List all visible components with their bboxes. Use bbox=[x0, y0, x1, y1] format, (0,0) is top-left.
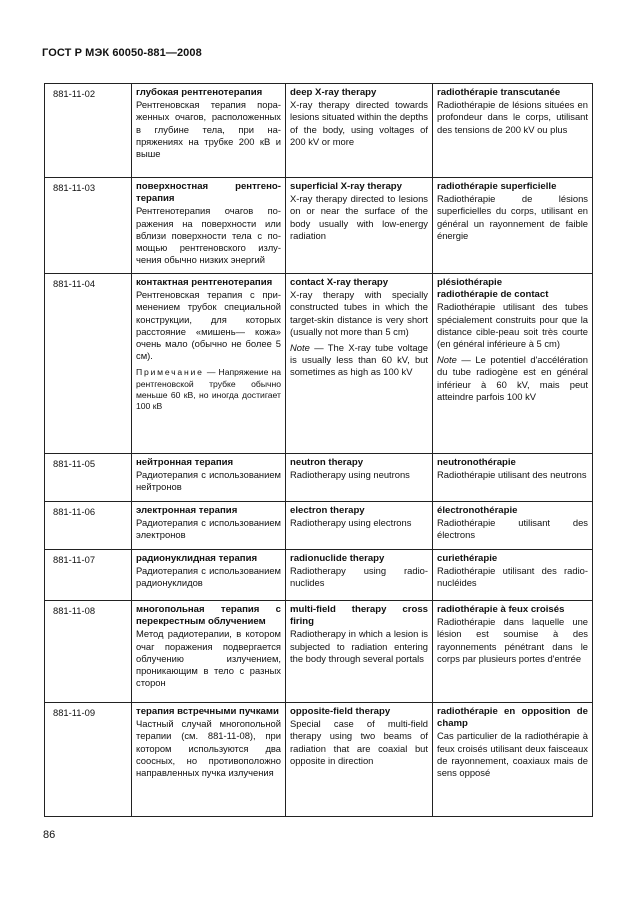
english-cell bbox=[286, 550, 433, 601]
french-note bbox=[437, 354, 588, 403]
english-definition: X-ray therapy with specially constructed tubes in which the target-skin distance is very short (usually not more than 5 cm) bbox=[290, 289, 428, 337]
french-definition: Radiothérapie utilisant des électrons bbox=[437, 517, 588, 541]
french-cell bbox=[433, 178, 593, 274]
english-note bbox=[290, 342, 428, 379]
english-term: opposite-field therapy bbox=[290, 706, 391, 717]
english-cell bbox=[286, 454, 433, 502]
term-code: 881-11-05 bbox=[45, 454, 132, 502]
document-header: ГОСТ Р МЭК 60050-881—2008 bbox=[42, 47, 202, 59]
table-row bbox=[45, 502, 593, 550]
term-code: 881-11-06 bbox=[45, 502, 132, 550]
french-definition: Radiothérapie utilisant des neutrons bbox=[437, 469, 587, 481]
russian-definition: Радиотерапия с использованием нейтронов bbox=[136, 469, 281, 493]
russian-term: глубокая рентгенотерапия bbox=[136, 87, 263, 98]
term-code: 881-11-02 bbox=[45, 84, 132, 178]
russian-term: электронная терапия bbox=[136, 505, 238, 516]
french-cell bbox=[433, 502, 593, 550]
table-row bbox=[45, 178, 593, 274]
english-definition: Radiotherapy in which a lesion is subjected to radiation entering the body through several portals bbox=[290, 628, 428, 664]
english-term: deep X-ray therapy bbox=[290, 87, 377, 98]
french-term-alt: radiothérapie de contact bbox=[437, 289, 549, 301]
terms-table bbox=[44, 83, 593, 817]
table-row bbox=[45, 703, 593, 817]
french-definition: Cas particulier de la radiothérapie à feux croisés utilisant deux faisceaux de rayonnement, coaxiaux mais de sens opposé bbox=[437, 730, 588, 779]
english-cell bbox=[286, 274, 433, 454]
term-code: 881-11-08 bbox=[45, 601, 132, 703]
table-row bbox=[45, 84, 593, 178]
french-cell bbox=[433, 601, 593, 703]
table-row bbox=[45, 274, 593, 454]
french-definition: Radiothérapie utilisant des tubes spécialement construits pour que la distance cible-peau soit très courte (en général inférieure à 5 cm) bbox=[437, 301, 588, 350]
english-term: superficial X-ray therapy bbox=[290, 181, 402, 192]
russian-definition: Рентгеновская терапия с применением трубок специальной конструкции, для которых расстояние «мишень— кожа» очень мало (обычно не более 5 см). bbox=[136, 289, 281, 362]
table-row bbox=[45, 601, 593, 703]
french-term: électronothérapie bbox=[437, 505, 518, 516]
english-term: neutron therapy bbox=[290, 457, 364, 468]
french-cell bbox=[433, 84, 593, 178]
english-definition: X-ray therapy directed towards lesions situated within the depths of the body, using voltages of 200 kV or more bbox=[290, 99, 428, 147]
russian-definition: Рентгенотерапия очагов поражения на поверхности или вблизи поверхности тела с помощью рентгеновского излучения обычно низких энергий bbox=[136, 205, 281, 266]
english-cell bbox=[286, 178, 433, 274]
english-note-text: — The X-ray tube voltage is usually less than 60 kV, but sometimes as high as 100 kV bbox=[290, 342, 428, 378]
russian-cell bbox=[132, 454, 286, 502]
russian-definition: Метод радиотерапии, в котором очаг поражения подвергается облучению излучением, проникающим в тело с разных сторон bbox=[136, 628, 281, 689]
french-cell bbox=[433, 703, 593, 817]
english-definition: Radiotherapy using neutrons bbox=[290, 469, 410, 481]
russian-term: контактная рентгенотерапия bbox=[136, 277, 273, 288]
french-term: curiethérapie bbox=[437, 553, 498, 564]
english-cell bbox=[286, 703, 433, 817]
english-definition: Radiotherapy using electrons bbox=[290, 517, 412, 529]
french-cell bbox=[433, 274, 593, 454]
russian-cell bbox=[132, 601, 286, 703]
french-term: radiothérapie transcutanée bbox=[437, 87, 561, 98]
russian-cell bbox=[132, 274, 286, 454]
table-row bbox=[45, 454, 593, 502]
term-code: 881-11-04 bbox=[45, 274, 132, 454]
english-note-label: Note bbox=[290, 342, 310, 354]
french-note-label: Note bbox=[437, 354, 457, 366]
term-code: 881-11-09 bbox=[45, 703, 132, 817]
term-code: 881-11-07 bbox=[45, 550, 132, 601]
page-number: 86 bbox=[43, 829, 56, 841]
english-cell bbox=[286, 84, 433, 178]
french-definition: Radiothérapie utilisant des radio-nucléides bbox=[437, 565, 588, 589]
term-code: 881-11-03 bbox=[45, 178, 132, 274]
french-term: radiothérapie en opposition de champ bbox=[437, 706, 588, 730]
french-term: radiothérapie à feux croisés bbox=[437, 604, 565, 615]
russian-definition: Радиотерапия с использованием электронов bbox=[136, 517, 281, 541]
russian-cell bbox=[132, 502, 286, 550]
russian-definition: Частный случай многопольной терапии (см. 881-11-08), при котором используются два соосных, но противоположно направленных пучка излучения bbox=[136, 718, 281, 779]
french-term: neutronothérapie bbox=[437, 457, 516, 468]
french-term: plésiothérapie bbox=[437, 277, 503, 288]
french-note-text: — Le potentiel d'accélération du tube radiogène est en général inférieur à 60 kV, mais peut atteindre parfois 100 kV bbox=[437, 354, 588, 402]
russian-term: нейтронная терапия bbox=[136, 457, 234, 468]
english-term: multi-field therapy cross firing bbox=[290, 604, 428, 628]
english-term: contact X-ray therapy bbox=[290, 277, 389, 288]
english-cell bbox=[286, 502, 433, 550]
russian-term: многопольная терапия с перекрестным облучением bbox=[136, 604, 281, 628]
table-row bbox=[45, 550, 593, 601]
russian-cell bbox=[132, 84, 286, 178]
english-definition: Special case of multi-field therapy using two beams of radiation that are coaxial but opposite in direction bbox=[290, 718, 428, 766]
russian-cell bbox=[132, 550, 286, 601]
russian-note-label: Примечание bbox=[136, 367, 204, 378]
russian-note bbox=[136, 367, 281, 412]
russian-definition: Радиотерапия с использованием радионуклидов bbox=[136, 565, 281, 589]
english-definition: X-ray therapy directed to lesions on or near the surface of the body usually with low-energy radiation bbox=[290, 193, 428, 241]
english-term: electron therapy bbox=[290, 505, 365, 516]
russian-cell bbox=[132, 178, 286, 274]
russian-term: радионуклидная терапия bbox=[136, 553, 258, 564]
russian-definition: Рентгеновская терапия пораженных очагов, расположенных в глубине тела, при напряжениях на трубке 200 кВ и выше bbox=[136, 99, 281, 160]
russian-note-text: — Напряжение на рентгеновской трубке обычно меньше 60 кВ, но иногда достигает 100 кВ bbox=[136, 367, 281, 412]
russian-cell bbox=[132, 703, 286, 817]
russian-term: поверхностная рентгенотерапия bbox=[136, 181, 281, 205]
french-cell bbox=[433, 550, 593, 601]
english-cell bbox=[286, 601, 433, 703]
french-definition: Radiothérapie de lésions superficielles du corps, utilisant en général un rayonnement de faible énergie bbox=[437, 193, 588, 241]
french-definition: Radiothérapie dans laquelle une lésion est soumise à des rayonnements pénétrant dans le corps par plusieurs portes d'entrée bbox=[437, 616, 588, 664]
french-cell bbox=[433, 454, 593, 502]
english-definition: Radiotherapy using radionuclides bbox=[290, 565, 428, 589]
french-term: radiothérapie superficielle bbox=[437, 181, 557, 192]
russian-term: терапия встречными пучками bbox=[136, 706, 279, 717]
english-term: radionuclide therapy bbox=[290, 553, 385, 564]
french-definition: Radiothérapie de lésions situées en profondeur dans le corps, utilisant des tensions de 200 kV ou plus bbox=[437, 99, 588, 135]
